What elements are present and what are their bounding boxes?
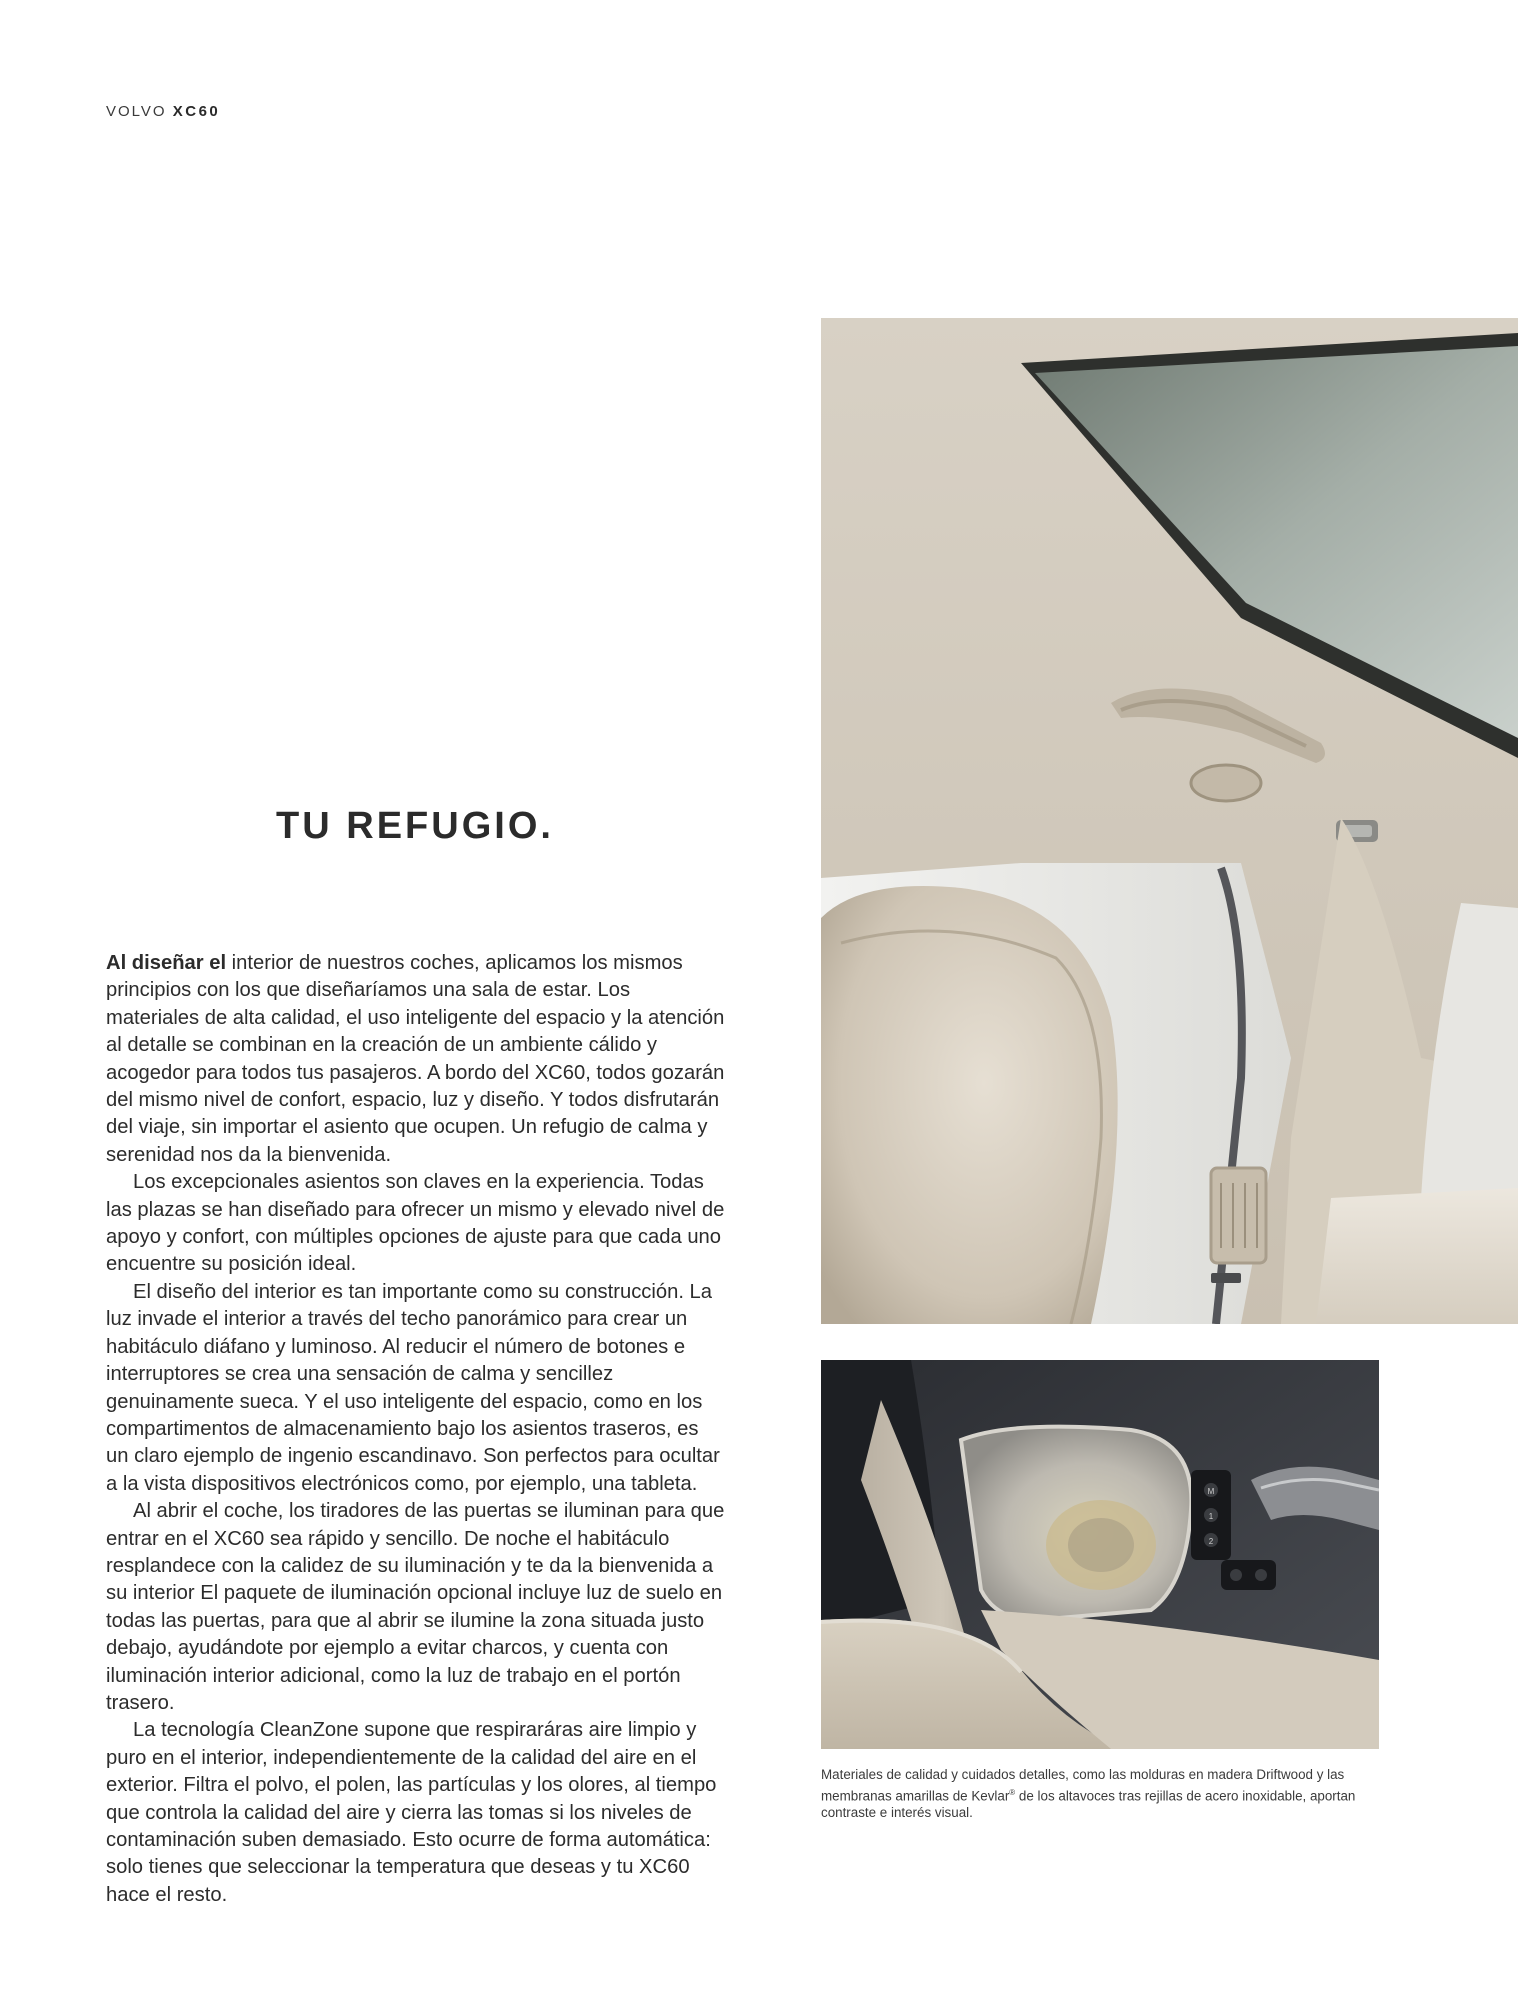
seat-preset-2-label: 2: [1208, 1537, 1214, 1546]
model-name: XC60: [172, 103, 221, 120]
caption-text-end: de los altavoces tras rejillas de acero inoxidable, aportan contraste e interés visual.: [821, 1787, 1356, 1821]
door-panel-photo: [821, 1360, 1379, 1749]
paragraph-4: Al abrir el coche, los tiradores de las puertas se iluminan para que entrar en el XC60 sea rápido y sencillo. De noche el habitáculo resplandece con la calidez de su iluminación y te da la bienvenida a su interior El paquete de iluminación opcional incluye luz de suelo en todas las puertas, para que al abrir se ilumine la zona situada justo debajo, ayudándote por ejemplo a evitar charcos, y cuenta con iluminación interior adicional, como la luz de trabajo en el portón trasero.: [106, 1500, 725, 1714]
caption-text: Materiales de calidad y cuidados detalles, como las molduras en madera Driftwood y las membranas amarillas de Kevlar: [821, 1767, 1345, 1803]
paragraph-1-text: interior de nuestros coches, aplicamos los mismos principios con los que diseñaríamos una sala de estar. Los materiales de alta calidad, el uso inteligente del espacio y la atención al detalle se combinan en la creación de un ambiente cálido y acogedor para todos tus pasajeros. A bordo del XC60, todos gozarán del mismo nivel de confort, espacio, luz y diseño. Y todos disfrutarán del viaje, sin importar el asiento que ocupen. Un refugio de calma y serenidad nos da la bienvenida.: [106, 952, 725, 1166]
seat-preset-1-label: 1: [1208, 1512, 1214, 1521]
paragraph-5: La tecnología CleanZone supone que respiraráras aire limpio y puro en el interior, independientemente de la calidad del aire en el exterior. Filtra el polvo, el polen, las partículas y los olores, al tiempo que controla la calidad del aire y cierra las tomas si los niveles de contaminación suben demasiado. Esto ocurre de forma automática: solo tienes que seleccionar la temperatura que deseas y tu XC60 hace el resto.: [106, 1719, 717, 1906]
paragraph-3: El diseño del interior es tan importante como su construcción. La luz invade el interior a través del techo panorámico para crear un habitáculo diáfano y luminoso. Al reducir el número de botones e interruptores se crea una sensación de calma y sencillez genuinamente sueca. Y el uso inteligente del espacio, como en los compartimentos de almacenamiento bajo los asientos traseros, es un claro ejemplo de ingenio escandinavo. Son perfectos para ocultar a la vista dispositivos electrónicos como, por ejemplo, una tableta.: [106, 1280, 720, 1495]
photo-caption: [821, 1766, 1381, 1822]
paragraph-1: [106, 950, 726, 1169]
lead-in: Al diseñar el: [106, 952, 227, 974]
registered-mark: ®: [1009, 1787, 1016, 1797]
brand-name: VOLVO: [106, 103, 167, 120]
article-body: [106, 950, 726, 1909]
running-head: [106, 103, 220, 120]
memory-button-label: M: [1207, 1487, 1215, 1496]
paragraph-2: Los excepcionales asientos son claves en la experiencia. Todas las plazas se han diseñado para ofrecer un mismo y elevado nivel de apoyo y confort, con múltiples opciones de ajuste para que cada uno encuentre su posición ideal.: [106, 1171, 725, 1276]
page-title: TU REFUGIO.: [276, 805, 554, 847]
cabin-interior-photo: [821, 318, 1518, 1324]
